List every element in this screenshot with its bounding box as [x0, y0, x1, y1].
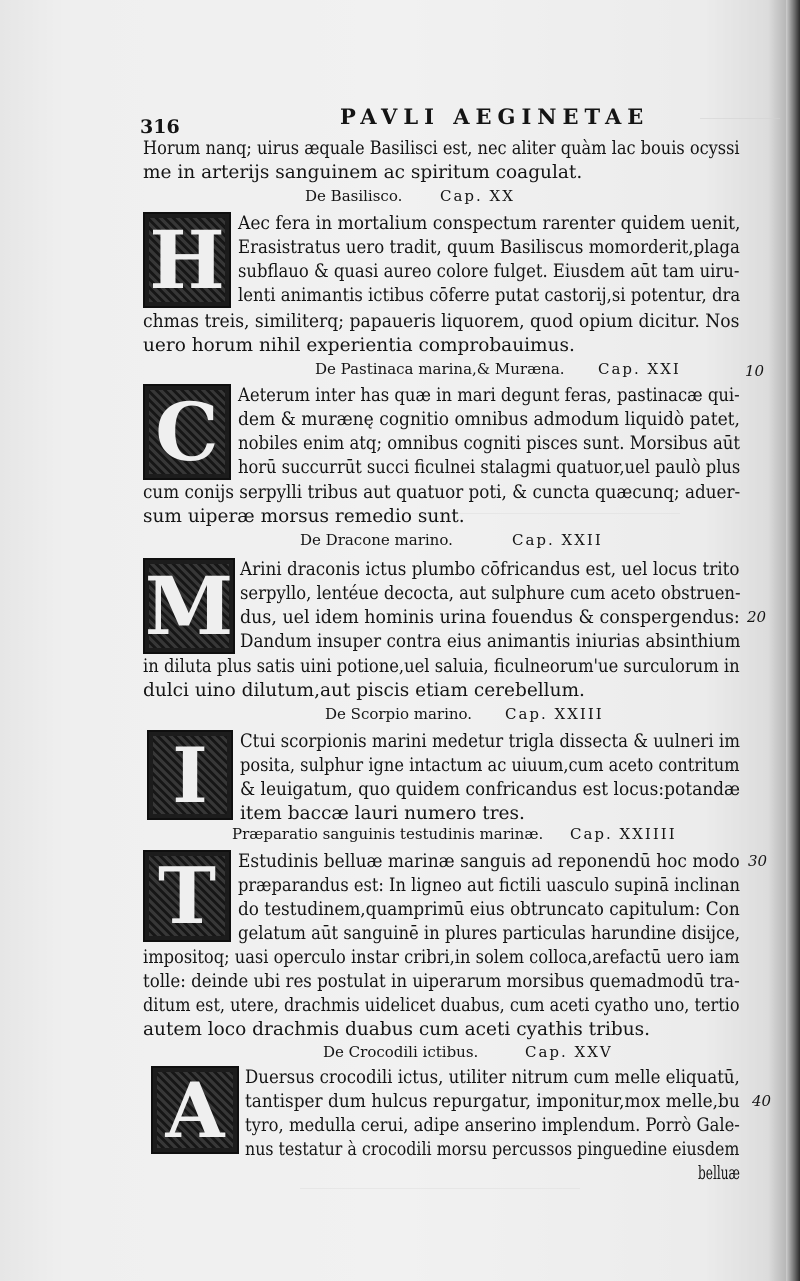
- catchword: belluæ: [698, 1163, 740, 1184]
- initial-letter: A: [165, 1066, 225, 1154]
- section-caption: De Basilisco.: [305, 187, 403, 205]
- section-caption: De Crocodili ictibus.: [323, 1043, 479, 1061]
- text-line: posita, sulphur igne intactum ac uiuum,cum aceto contritum: [240, 755, 740, 776]
- text-line: horū succurrūt succi ficulnei stalagmi quatuor,uel paulò plus: [238, 457, 741, 478]
- text-line: nus testatur à crocodili morsu percussos pinguedine eiusdem: [245, 1139, 740, 1160]
- book-spine: [786, 0, 800, 1281]
- text-line: autem loco drachmis duabus cum aceti cyathis tribus.: [143, 1019, 651, 1040]
- text-line: Aeterum inter has quæ in mari degunt feras, pastinacæ qui-: [238, 385, 740, 406]
- running-title: PAVLI AEGINETAE: [340, 104, 650, 129]
- section-caption: Præparatio sanguinis testudinis marinæ.: [232, 825, 544, 843]
- text-line: tolle: deinde ubi res postulat in uiperarum morsibus quemadmodū tra-: [143, 971, 740, 992]
- margin-line-number: 30: [748, 852, 768, 870]
- text-line: Estudinis belluæ marinæ sanguis ad reponendū hoc modo: [238, 851, 740, 872]
- text-line: tyro, medulla cerui, adipe anserino implendum. Porrò Gale-: [245, 1115, 740, 1136]
- initial-letter: I: [172, 730, 208, 820]
- decorated-initial: [143, 558, 235, 654]
- text-line: Horum nanq; uirus æquale Basilisci est, nec aliter quàm lac bouis ocyssi: [143, 138, 740, 159]
- text-line: Dandum insuper contra eius animantis iniurias absinthium: [240, 631, 741, 652]
- initial-letter: H: [149, 213, 225, 307]
- text-line: & leuigatum, quo quidem confricandus est locus:potandæ: [240, 779, 741, 800]
- text-line: gelatum aūt sanguinē in plures particulas harundine disijce,: [238, 923, 741, 944]
- text-line: sum uiperæ morsus remedio sunt.: [143, 506, 465, 527]
- text-line: cum conijs serpylli tribus aut quatuor poti, & cuncta quæcunq; aduer-: [143, 482, 741, 503]
- text-line: uero horum nihil experientia comprobauimus.: [143, 335, 575, 356]
- section-caption: De Scorpio marino.: [325, 705, 473, 723]
- chapter-number: Cap. XXI: [598, 360, 681, 378]
- chapter-number: Cap. XX: [440, 187, 515, 205]
- text-line: impositoq; uasi operculo instar cribri,in solem colloca,arefactū uero iam: [143, 947, 740, 968]
- margin-line-number: 10: [745, 362, 765, 380]
- text-line: lenti animantis ictibus cōferre putat castorij,si potentur, dra: [238, 285, 741, 306]
- text-line: serpyllo, lentéue decocta, aut sulphure cum aceto obstruen-: [240, 583, 741, 604]
- decorated-initial: [147, 730, 233, 820]
- text-line: tantisper dum hulcus repurgatur, imponitur,mox melle,bu: [245, 1091, 740, 1112]
- initial-letter: M: [144, 559, 234, 653]
- text-line: præparandus est: In ligneo aut fictili uasculo supinā inclinan: [238, 875, 740, 896]
- text-line: subflauo & quasi aureo colore fulget. Eiusdem aūt tam uiru-: [238, 261, 740, 282]
- chapter-number: Cap. XXV: [525, 1043, 613, 1061]
- text-line: dem & murænę cognitio omnibus admodum liquidò patet,: [238, 409, 740, 430]
- running-header: [140, 104, 740, 138]
- show-through-mark: [300, 1180, 580, 1189]
- text-line: ditum est, utere, drachmis uidelicet duabus, cum aceti cyatho uno, tertio: [143, 995, 740, 1016]
- chapter-number: Cap. XXII: [512, 531, 603, 549]
- chapter-number: Cap. XXIII: [505, 705, 604, 723]
- decorated-initial: [143, 212, 231, 308]
- text-line: Erasistratus uero tradit, quum Basiliscus momorderit,plaga: [238, 237, 740, 258]
- text-line: in diluta plus satis uini potione,uel saluia, ficulneorum'ue surculorum in: [143, 656, 740, 677]
- text-line: chmas treis, similiterq; papaueris liquorem, quod opium dicitur. Nos: [143, 311, 740, 332]
- text-line: dulci uino dilutum,aut piscis etiam cerebellum.: [143, 680, 585, 701]
- text-line: item baccæ lauri numero tres.: [240, 803, 525, 824]
- text-line: nobiles enim atq; omnibus cogniti pisces sunt. Morsibus aūt: [238, 433, 740, 454]
- initial-letter: C: [155, 385, 219, 479]
- decorated-initial: [151, 1066, 239, 1154]
- text-line: Duersus crocodili ictus, utiliter nitrum cum melle eliquatū,: [245, 1067, 740, 1088]
- margin-line-number: 20: [747, 608, 767, 626]
- margin-line-number: 40: [752, 1092, 772, 1110]
- section-caption: De Pastinaca marina,& Muræna.: [315, 360, 565, 378]
- text-line: do testudinem,quamprimū eius obtruncato capitulum: Con: [238, 899, 740, 920]
- decorated-initial: [143, 850, 231, 942]
- text-line: Aec fera in mortalium conspectum rarenter quidem uenit,: [238, 213, 741, 234]
- section-caption: De Dracone marino.: [300, 531, 453, 549]
- text-line: Ctui scorpionis marini medetur trigla dissecta & uulneri im: [240, 731, 740, 752]
- chapter-number: Cap. XXIIII: [570, 825, 677, 843]
- decorated-initial: [143, 384, 231, 480]
- page-number: 316: [140, 116, 180, 138]
- text-line: me in arterijs sanguinem ac spiritum coagulat.: [143, 162, 583, 183]
- initial-letter: T: [157, 850, 217, 942]
- text-line: dus, uel idem hominis urina fouendus & conspergendus:: [240, 607, 740, 628]
- text-line: Arini draconis ictus plumbo cōfricandus est, uel locus trito: [240, 559, 740, 580]
